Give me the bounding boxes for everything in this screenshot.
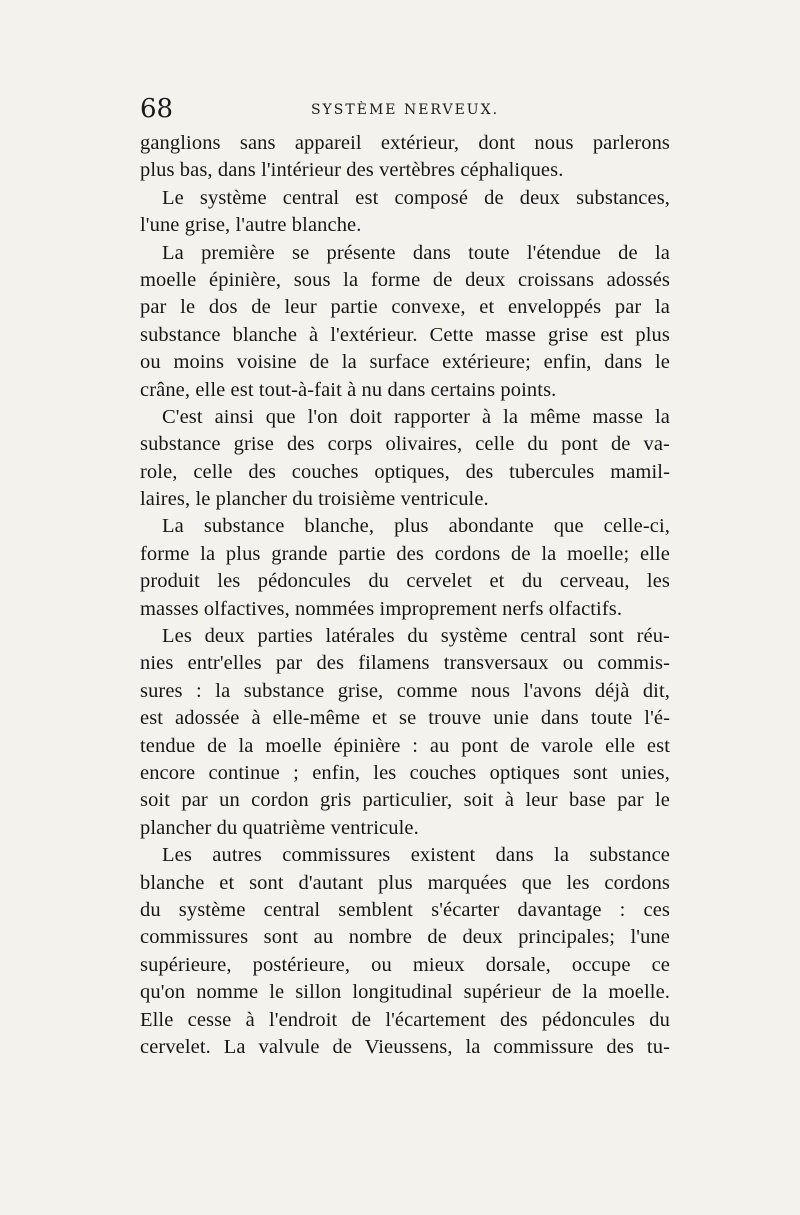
text-line: ou moins voisine de la surface extérieure; enfin, dans le (140, 351, 670, 374)
text-line: nies entr'elles par des filamens transversaux ou commis- (140, 652, 670, 675)
text-line: du système central semblent s'écarter davantage : ces (140, 898, 670, 921)
text-line: tendue de la moelle épinière : au pont de varole elle est (140, 734, 670, 757)
text-line: qu'on nomme le sillon longitudinal supérieur de la moelle. (140, 981, 670, 1004)
body-text (140, 130, 670, 1061)
text-line: forme la plus grande partie des cordons de la moelle; elle (140, 542, 670, 565)
page-header (140, 92, 670, 126)
text-line: plancher du quatrième ventricule. (140, 816, 419, 839)
text-line: commissures sont au nombre de deux principales; l'une (140, 926, 670, 949)
text-line: sures : la substance grise, comme nous l'avons déjà dit, (140, 679, 670, 702)
text-line: Les autres commissures existent dans la substance (162, 844, 670, 867)
text-line: Les deux parties latérales du système central sont réu- (162, 625, 670, 648)
text-line: supérieure, postérieure, ou mieux dorsale, occupe ce (140, 953, 670, 976)
text-line: plus bas, dans l'intérieur des vertèbres céphaliques. (140, 159, 564, 182)
text-line: laires, le plancher du troisième ventricule. (140, 488, 489, 511)
running-head: SYSTÈME NERVEUX. (310, 102, 500, 118)
text-line: La première se présente dans toute l'étendue de la (162, 241, 670, 264)
text-line: par le dos de leur partie convexe, et enveloppés par la (140, 296, 670, 319)
text-line: blanche et sont d'autant plus marquées que les cordons (140, 871, 670, 894)
text-line: La substance blanche, plus abondante que celle-ci, (162, 515, 670, 538)
text-line: encore continue ; enfin, les couches optiques sont unies, (140, 761, 670, 784)
text-line: Le système central est composé de deux substances, (162, 186, 670, 209)
text-line: Elle cesse à l'endroit de l'écartement des pédoncules du (140, 1008, 670, 1031)
text-line: substance blanche à l'extérieur. Cette masse grise est plus (140, 323, 670, 346)
text-line: crâne, elle est tout-à-fait à nu dans certains points. (140, 378, 557, 401)
text-line: produit les pédoncules du cervelet et du cerveau, les (140, 570, 670, 593)
text-line: role, celle des couches optiques, des tubercules mamil- (140, 460, 670, 483)
text-line: est adossée à elle-même et se trouve unie dans toute l'é- (140, 707, 670, 730)
text-line: C'est ainsi que l'on doit rapporter à la même masse la (162, 405, 670, 428)
text-line: soit par un cordon gris particulier, soit à leur base par le (140, 789, 670, 812)
text-line: moelle épinière, sous la forme de deux croissans adossés (140, 268, 670, 291)
text-line: masses olfactives, nommées improprement nerfs olfactifs. (140, 597, 623, 620)
page-number: 68 (140, 94, 174, 124)
text-line: cervelet. La valvule de Vieussens, la commissure des tu- (140, 1035, 670, 1058)
text-line: ganglions sans appareil extérieur, dont nous parlerons (140, 132, 670, 154)
text-line: substance grise des corps olivaires, celle du pont de va- (140, 433, 670, 456)
text-line: l'une grise, l'autre blanche. (140, 214, 362, 237)
